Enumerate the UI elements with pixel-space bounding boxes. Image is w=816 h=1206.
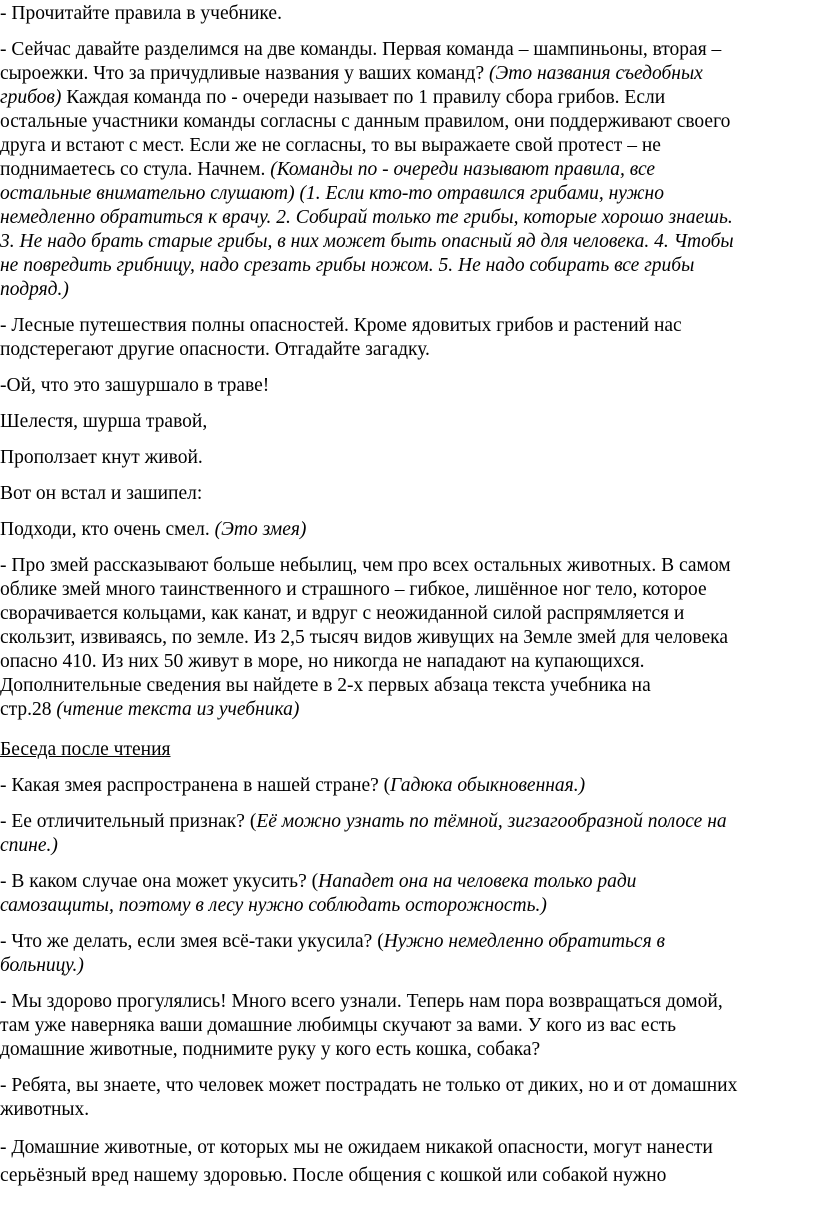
- text-line: сыроежки. Что за причудливые названия у ваших команд? (Это названия съедобных: [0, 63, 703, 84]
- text-line: - Мы здорово прогулялись! Много всего узнали. Теперь нам пора возвращаться домой,: [0, 991, 723, 1012]
- text-line: немедленно обратиться к врачу. 2. Собирай только те грибы, которые хорошо знаешь.: [0, 207, 733, 228]
- question-2: - Ее отличительный признак? (Её можно узнать по тёмной, зигзагообразной полосе на спине.): [0, 811, 727, 856]
- text-line: стр.28 (чтение текста из учебника): [0, 699, 300, 720]
- paragraph-teams: [0, 38, 734, 302]
- text-line: там уже наверняка ваши домашние любимцы скучают за вами. У кого из вас есть: [0, 1015, 677, 1036]
- paragraph-pets-danger: [0, 1074, 737, 1122]
- text-line: - Про змей рассказывают больше небылиц, чем про всех остальных животных. В самом: [0, 555, 731, 576]
- riddle-line-1: -Ой, что это зашуршало в траве!: [0, 375, 270, 396]
- text-line: Дополнительные сведения вы найдете в 2-х первых абзаца текста учебника на: [0, 675, 651, 696]
- text-line: скользит, извиваясь, по земле. Из 2,5 тысяч видов живущих на Земле змей для человека: [0, 627, 729, 648]
- question-1: - Какая змея распространена в нашей стране? (Гадюка обыкновенная.): [0, 775, 586, 796]
- text-line: поднимаетесь со стула. Начнем. (Команды по - очереди называют правила, все: [0, 159, 656, 180]
- riddle-line-3: Проползает кнут живой.: [0, 447, 203, 468]
- paragraph-read-rules: [0, 2, 282, 26]
- text-line: опасно 410. Из них 50 живут в море, но никогда не нападают на купающихся.: [0, 651, 645, 672]
- text-line: облике змей много таинственного и страшного – гибкое, лишённое ног тело, которое: [0, 579, 707, 600]
- question-4: - Что же делать, если змея всё-таки укусила? (Нужно немедленно обратиться в больницу.): [0, 931, 665, 976]
- text-line: не повредить грибницу, надо срезать грибы ножом. 5. Не надо собирать все грибы: [0, 255, 695, 276]
- text-line: сворачивается кольцами, как канат, и вдруг с неожиданной силой распрямляется и: [0, 603, 685, 624]
- text-line: остальные участники команды согласны с данным правилом, они поддерживают своего: [0, 111, 731, 132]
- paragraph-pets-harm: [0, 1134, 713, 1190]
- text-line: животных.: [0, 1099, 90, 1120]
- text-line: - Прочитайте правила в учебнике.: [0, 3, 282, 24]
- text-line: остальные внимательно слушают) (1. Если кто-то отравился грибами, нужно: [0, 183, 664, 204]
- text-line: серьёзный вред нашему здоровью. После общения с кошкой или собакой нужно: [0, 1165, 667, 1186]
- paragraph-snakes: [0, 554, 731, 722]
- paragraph-going-home: [0, 990, 723, 1062]
- text-line: 3. Не надо брать старые грибы, в них может быть опасный яд для человека. 4. Чтобы: [0, 231, 734, 252]
- text-line: подряд.): [0, 279, 69, 300]
- question-3: - В каком случае она может укусить? (Нападет она на человека только ради самозащиты, поэтому в лесу нужно соблюдать осторожность.): [0, 871, 637, 916]
- riddle-line-2: Шелестя, шурша травой,: [0, 411, 208, 432]
- text-line: - Сейчас давайте разделимся на две команды. Первая команда – шампиньоны, вторая –: [0, 39, 722, 60]
- paragraph-forest-dangers: [0, 314, 682, 362]
- text-line: друга и встают с мест. Если же не согласны, то вы выражаете свой протест – не: [0, 135, 661, 156]
- text-line: подстерегают другие опасности. Отгадайте загадку.: [0, 339, 430, 360]
- riddle-line-4: Вот он встал и зашипел:: [0, 483, 203, 504]
- text-line: - Домашние животные, от которых мы не ожидаем никакой опасности, могут нанести: [0, 1137, 713, 1158]
- text-line: домашние животные, поднимите руку у кого есть кошка, собака?: [0, 1039, 541, 1060]
- riddle-line-5: Подходи, кто очень смел. (Это змея): [0, 519, 307, 540]
- section-heading: Беседа после чтения: [0, 739, 171, 760]
- text-line: - Ребята, вы знаете, что человек может пострадать не только от диких, но и от домашних: [0, 1075, 738, 1096]
- text-line: грибов) Каждая команда по - очереди называет по 1 правилу сбора грибов. Если: [0, 87, 666, 108]
- text-line: - Лесные путешествия полны опасностей. Кроме ядовитых грибов и растений нас: [0, 315, 682, 336]
